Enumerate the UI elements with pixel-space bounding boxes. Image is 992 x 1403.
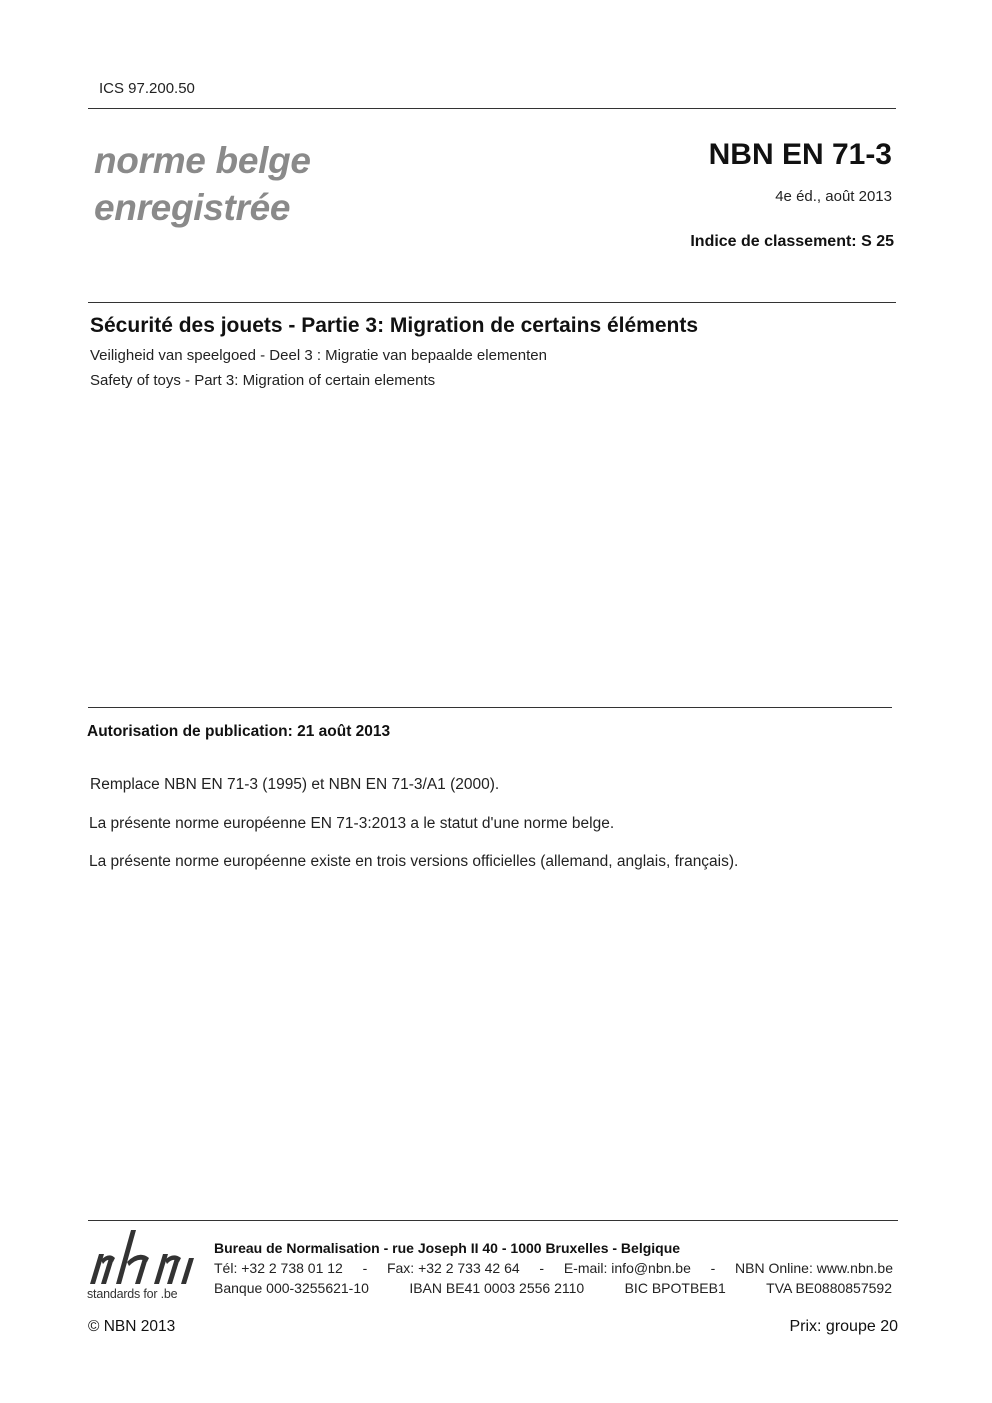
title-dutch: Veiligheid van speelgoed - Deel 3 : Migratie van bepaalde elementen	[90, 347, 547, 364]
bic: BIC BPOTBEB1	[624, 1280, 726, 1296]
title-divider	[88, 302, 896, 303]
separator: -	[539, 1260, 545, 1276]
classification-index: Indice de classement: S 25	[690, 233, 894, 250]
nbn-logo-mark	[87, 1228, 205, 1288]
publication-authorisation: Autorisation de publication: 21 août 2013	[87, 723, 391, 740]
email-address: E-mail: info@nbn.be	[563, 1260, 691, 1276]
phone-number: Tél: +32 2 738 01 12	[214, 1260, 343, 1276]
title-french: Sécurité des jouets - Partie 3: Migration de certains éléments	[90, 314, 699, 337]
publication-divider	[88, 707, 892, 708]
website: NBN Online: www.nbn.be	[735, 1260, 893, 1276]
status-note: La présente norme européenne EN 71-3:2013 a le statut d'une norme belge.	[89, 815, 615, 832]
price-group: Prix: groupe 20	[789, 1318, 898, 1335]
footer-bank-line	[214, 1280, 892, 1296]
brand-line-2: enregistrée	[94, 187, 291, 228]
copyright: © NBN 2013	[88, 1318, 176, 1335]
brand-line-1: norme belge	[94, 140, 311, 181]
iban: IBAN BE41 0003 2556 2110	[409, 1280, 585, 1296]
standard-number: NBN EN 71-3	[708, 138, 892, 171]
footer-contact-line	[214, 1260, 893, 1276]
fax-number: Fax: +32 2 733 42 64	[386, 1260, 520, 1276]
ics-code: ICS 97.200.50	[99, 80, 195, 97]
separator: -	[362, 1260, 368, 1276]
footer-divider	[88, 1220, 898, 1221]
nbn-logo	[87, 1228, 205, 1306]
vat-number: TVA BE0880857592	[766, 1280, 892, 1296]
logo-tagline: standards for .be	[87, 1287, 178, 1301]
edition-date: 4e éd., août 2013	[775, 188, 892, 205]
footer-address: Bureau de Normalisation - rue Joseph II 40 - 1000 Bruxelles - Belgique	[214, 1240, 681, 1256]
header-divider	[88, 108, 896, 109]
bank-account: Banque 000-3255621-10	[214, 1280, 369, 1296]
replacement-note: Remplace NBN EN 71-3 (1995) et NBN EN 71-3/A1 (2000).	[90, 776, 500, 793]
title-english: Safety of toys - Part 3: Migration of certain elements	[90, 372, 436, 389]
versions-note: La présente norme européenne existe en trois versions officielles (allemand, anglais, français).	[89, 853, 739, 870]
separator: -	[710, 1260, 716, 1276]
